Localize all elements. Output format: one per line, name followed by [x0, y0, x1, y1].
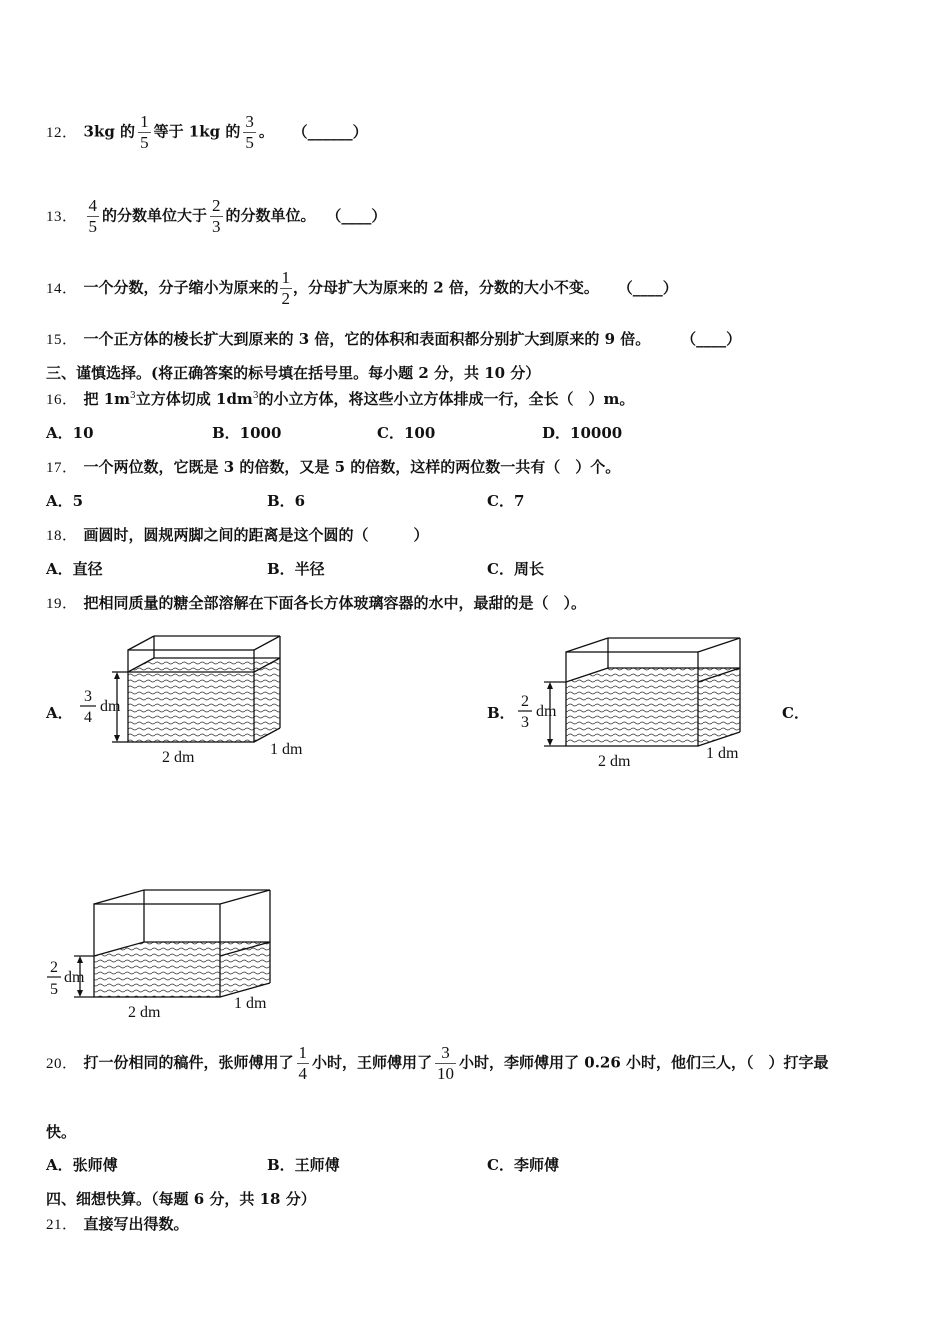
question-text: 的分数单位大于 — [102, 206, 208, 225]
container-figure-a — [74, 630, 334, 775]
fraction: $\frac{3}{10}$ — [437, 1043, 455, 1083]
container-figure-c — [44, 880, 294, 1025]
option-c[interactable]: C．周长 — [487, 560, 544, 578]
question-number: 18． — [46, 528, 78, 544]
question-text-continued: 快。 — [46, 1123, 77, 1141]
question-text: 。 — [258, 122, 274, 141]
unit-label: dm — [64, 969, 85, 986]
question-text: ，分母扩大为原来的 2 倍，分数的大小不变。 — [293, 278, 599, 297]
option-a[interactable]: A．直径 — [46, 560, 103, 578]
question-17 — [46, 457, 620, 478]
option-c[interactable]: C． — [782, 704, 809, 722]
option-a[interactable]: A．张师傅 — [46, 1156, 118, 1174]
fraction: $\frac{4}{5}$ — [88, 196, 98, 236]
question-text: 一个正方体的棱长扩大到原来的 3 倍，它的体积和表面积都分别扩大到原来的 9 倍。 — [83, 330, 651, 348]
answer-blank[interactable]: （____） — [617, 278, 678, 297]
section-heading: 四、细想快算。（每题 6 分，共 18 分） — [46, 1190, 316, 1208]
frac-denominator: 3 — [521, 714, 529, 731]
option-a[interactable]: A． — [46, 704, 73, 722]
question-number: 14． — [46, 280, 78, 297]
question-16 — [46, 389, 634, 410]
question-text: 立方体切成 1dm — [135, 390, 253, 408]
frac-numerator: 3 — [84, 688, 92, 705]
question-number: 21． — [46, 1217, 78, 1233]
question-text: 小时，李师傅用了 0.26 小时，他们三人，（ ）打字最 — [459, 1053, 829, 1072]
option-b[interactable]: B．1000 — [212, 424, 282, 442]
question-number: 13． — [46, 208, 78, 225]
question-number: 19． — [46, 596, 78, 612]
option-a[interactable]: A．5 — [46, 492, 84, 510]
fraction: $\frac{1}{4}$ — [298, 1043, 308, 1083]
superscript: 3 — [130, 391, 136, 401]
frac-denominator: 4 — [84, 709, 92, 726]
question-text: 等于 1kg 的 — [153, 122, 241, 141]
container-figure-b — [514, 630, 764, 775]
option-a[interactable]: A．10 — [46, 424, 94, 442]
option-c[interactable]: C．7 — [487, 492, 525, 510]
question-text: 3kg 的 — [83, 122, 136, 141]
option-c[interactable]: C．李师傅 — [487, 1156, 559, 1174]
answer-blank[interactable]: （______） — [292, 122, 368, 141]
fraction: $\frac{3}{5}$ — [245, 112, 254, 152]
question-19 — [46, 593, 586, 614]
depth-label: 1 dm — [270, 741, 303, 758]
option-b[interactable]: B．6 — [267, 492, 306, 510]
question-number: 20． — [46, 1055, 78, 1072]
answer-blank[interactable]: （____） — [326, 206, 387, 225]
width-label: 2 dm — [162, 749, 195, 766]
width-label: 2 dm — [598, 753, 631, 770]
fraction: $\frac{1}{2}$ — [281, 268, 291, 308]
question-13 — [46, 196, 386, 237]
question-text: 画圆时，圆规两脚之间的距离是这个圆的（ ） — [83, 526, 429, 544]
option-d[interactable]: D．10000 — [542, 424, 623, 442]
water — [94, 956, 220, 997]
water — [566, 682, 698, 746]
frac-numerator: 2 — [50, 959, 58, 976]
option-c[interactable]: C．100 — [377, 424, 436, 442]
question-12 — [46, 112, 368, 153]
superscript: 3 — [252, 391, 259, 401]
question-text: 把 1m — [83, 390, 131, 408]
question-number: 12． — [46, 124, 78, 141]
question-15 — [46, 329, 741, 350]
question-20 — [46, 1043, 829, 1084]
width-label: 2 dm — [128, 1004, 161, 1021]
question-text: 小时，王师傅用了 — [312, 1053, 433, 1072]
option-b[interactable]: B．王师傅 — [267, 1156, 340, 1174]
question-text: 打一份相同的稿件，张师傅用了 — [83, 1053, 294, 1072]
fraction: $\frac{2}{3}$ — [212, 196, 221, 236]
question-18 — [46, 525, 429, 546]
option-b[interactable]: B．半径 — [267, 560, 325, 578]
section-heading: 三、谨慎选择。(将正确答案的标号填在括号里。每小题 2 分，共 10 分） — [46, 364, 541, 382]
question-text: 直接写出得数。 — [83, 1215, 189, 1233]
question-text: 的分数单位。 — [225, 206, 316, 225]
unit-label: dm — [536, 703, 557, 720]
question-14 — [46, 268, 678, 309]
water — [128, 672, 254, 742]
question-number: 15． — [46, 332, 78, 348]
depth-label: 1 dm — [234, 995, 267, 1012]
answer-blank[interactable]: （____） — [681, 330, 742, 348]
question-21 — [46, 1214, 189, 1235]
option-b[interactable]: B． — [487, 704, 515, 722]
depth-label: 1 dm — [706, 745, 739, 762]
frac-denominator: 5 — [50, 981, 58, 998]
question-text: 一个两位数，它既是 3 的倍数，又是 5 的倍数，这样的两位数一共有（ ）个。 — [83, 458, 621, 476]
frac-numerator: 2 — [521, 693, 529, 710]
question-text: 把相同质量的糖全部溶解在下面各长方体玻璃容器的水中，最甜的是（ ）。 — [83, 594, 587, 612]
question-number: 16． — [46, 392, 78, 408]
question-text: 的小立方体，将这些小立方体排成一行，全长（ ）m。 — [258, 390, 635, 408]
question-text: 一个分数，分子缩小为原来的 — [83, 278, 279, 297]
question-number: 17． — [46, 460, 78, 476]
fraction: $\frac{1}{5}$ — [140, 112, 149, 152]
unit-label: dm — [100, 698, 121, 715]
